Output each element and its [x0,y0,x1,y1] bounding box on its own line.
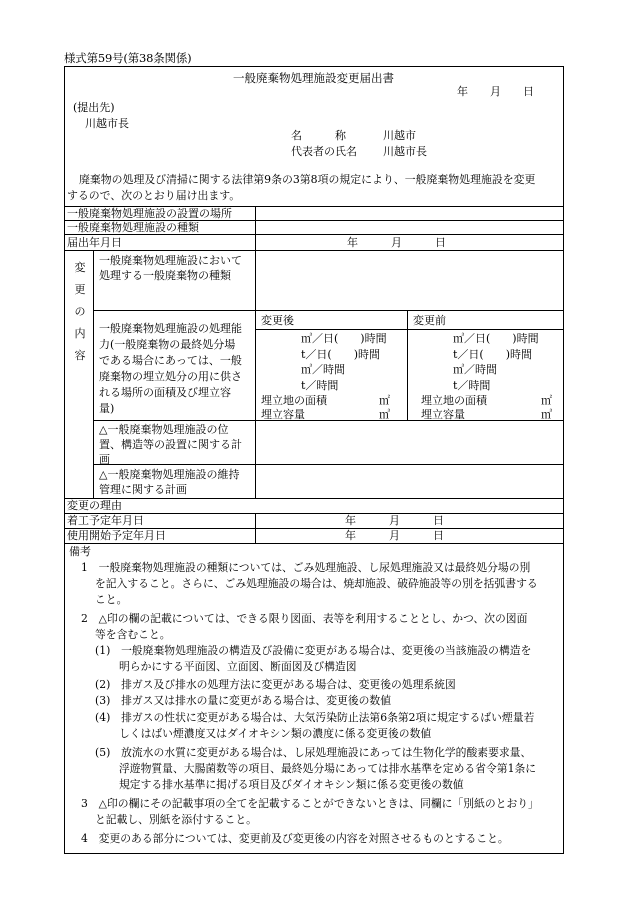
note-line: 3 △印の欄にその記載事項の全てを記載することができないときは、同欄に「別紙のとおり」 [81,797,539,810]
applicant-name-label: 名 称 [291,129,346,142]
note-line: 規定する排水基準に掲げる項目及びダイオキシン類に係る変更後の数値 [119,778,464,791]
intro-line-1: 廃棄物の処理及び清掃に関する法律第9条の3第8項の規定により、一般廃棄物処理施設を変更 [79,173,536,186]
after-label: 変更後 [261,314,294,327]
change-label: 変 更 の 内 容 [74,261,86,362]
note-line: 4 変更のある部分については、変更前及び変更後の内容を対照させるものとすること。 [81,832,509,845]
maintenance-plan-label: △一般廃棄物処理施設の維持 管理に関する計画 [99,468,240,496]
note-line: と記載し、別紙を添付すること。 [95,813,257,826]
applicant-rep-label: 代表者の氏名 [291,145,357,158]
note-line: しくはばい煙濃度又はダイオキシン類の濃度に係る変更後の数値 [119,727,432,740]
note-line: こと。 [95,593,128,606]
after-units: ㎥／日( )時間 t／日( )時間 ㎥／時間 t／時間 [301,332,387,392]
before-area-unit: ㎡ [541,394,552,407]
after-volume-unit: ㎥ [379,408,390,421]
note-line: (1) 一般廃棄物処理施設の構造及び設備に変更がある場合は、変更後の当該施設の構造を [95,644,532,657]
before-label: 変更前 [413,314,446,327]
structure-plan-label: △一般廃棄物処理施設の位 置、構造等の設置に関する計 画 [99,423,242,466]
start-date-placeholder: 年 月 日 [345,514,444,527]
intro-line-2: するので、次のとおり届け出ます。 [67,189,241,202]
after-volume-label: 埋立容量 [261,408,305,421]
note-line: (5) 放流水の水質に変更がある場合は、し尿処理施設にあっては生物化学的酸素要求量、 [95,746,532,759]
before-area-label: 埋立地の面積 [421,394,487,407]
before-volume-label: 埋立容量 [421,408,465,421]
note-line: 2 △印の欄の記載については、できる限り図面、表等を利用することとし、かつ、次の図面 [81,612,528,625]
note-line: (3) 排ガス又は排水の量に変更がある場合は、変更後の数値 [95,694,392,707]
note-line: (4) 排ガスの性状に変更がある場合は、大気汚染防止法第6条第2項に規定するばい煙量若 [95,711,535,724]
label-start-date: 着工予定年月日 [67,514,144,527]
notes-title: 備考 [69,545,91,558]
note-line: 等を含むこと。 [95,628,171,641]
before-volume-unit: ㎥ [541,408,552,421]
date-line: 年 月 日 [457,85,534,98]
notify-date-placeholder: 年 月 日 [347,236,446,249]
label-reason: 変更の理由 [67,499,122,512]
note-line: を記入すること。さらに、ごみ処理施設の場合は、焼却施設、破砕施設等の別を括弧書する [95,577,538,590]
note-line: (2) 排ガス及び排水の処理方法に変更がある場合は、変更後の処理系統図 [95,678,456,691]
after-area-unit: ㎡ [379,394,390,407]
applicant-rep-value: 川越市長 [383,145,427,158]
before-units: ㎥／日( )時間 t／日( )時間 ㎥／時間 t／時間 [453,332,539,392]
use-date-placeholder: 年 月 日 [345,529,444,542]
capacity-label: 一般廃棄物処理施設の処理能 力(一般廃棄物の最終処分場 である場合にあっては、一般 廃棄物の埋立処分の用に供さ れる場所の面積及び埋立容 量) [99,322,242,415]
note-line: 明らかにする平面図、立面図、断面図及び構造図 [119,660,357,673]
form-title: 一般廃棄物処理施設変更届出書 [233,71,394,85]
form-frame [64,66,564,854]
label-use-date: 使用開始予定年月日 [67,529,166,542]
after-area-label: 埋立地の面積 [261,394,327,407]
form-number: 様式第59号(第38条関係) [64,51,192,65]
note-line: 1 一般廃棄物処理施設の種類については、ごみ処理施設、し尿処理施設又は最終処分場の別 [81,561,531,574]
label-notify-date: 届出年月日 [67,236,122,249]
applicant-name-value: 川越市 [383,129,416,142]
note-line: 浮遊物質量、大腸菌数等の項目、最終処分場にあっては排水基準を定める省令第1条に [119,762,537,775]
recipient: 川越市長 [85,117,129,130]
label-location: 一般廃棄物処理施設の設置の場所 [67,207,232,220]
recipient-label: (提出先) [73,101,115,114]
label-facility-type: 一般廃棄物処理施設の種類 [67,221,199,234]
waste-type-label: 一般廃棄物処理施設において 処理する一般廃棄物の種類 [99,254,242,282]
